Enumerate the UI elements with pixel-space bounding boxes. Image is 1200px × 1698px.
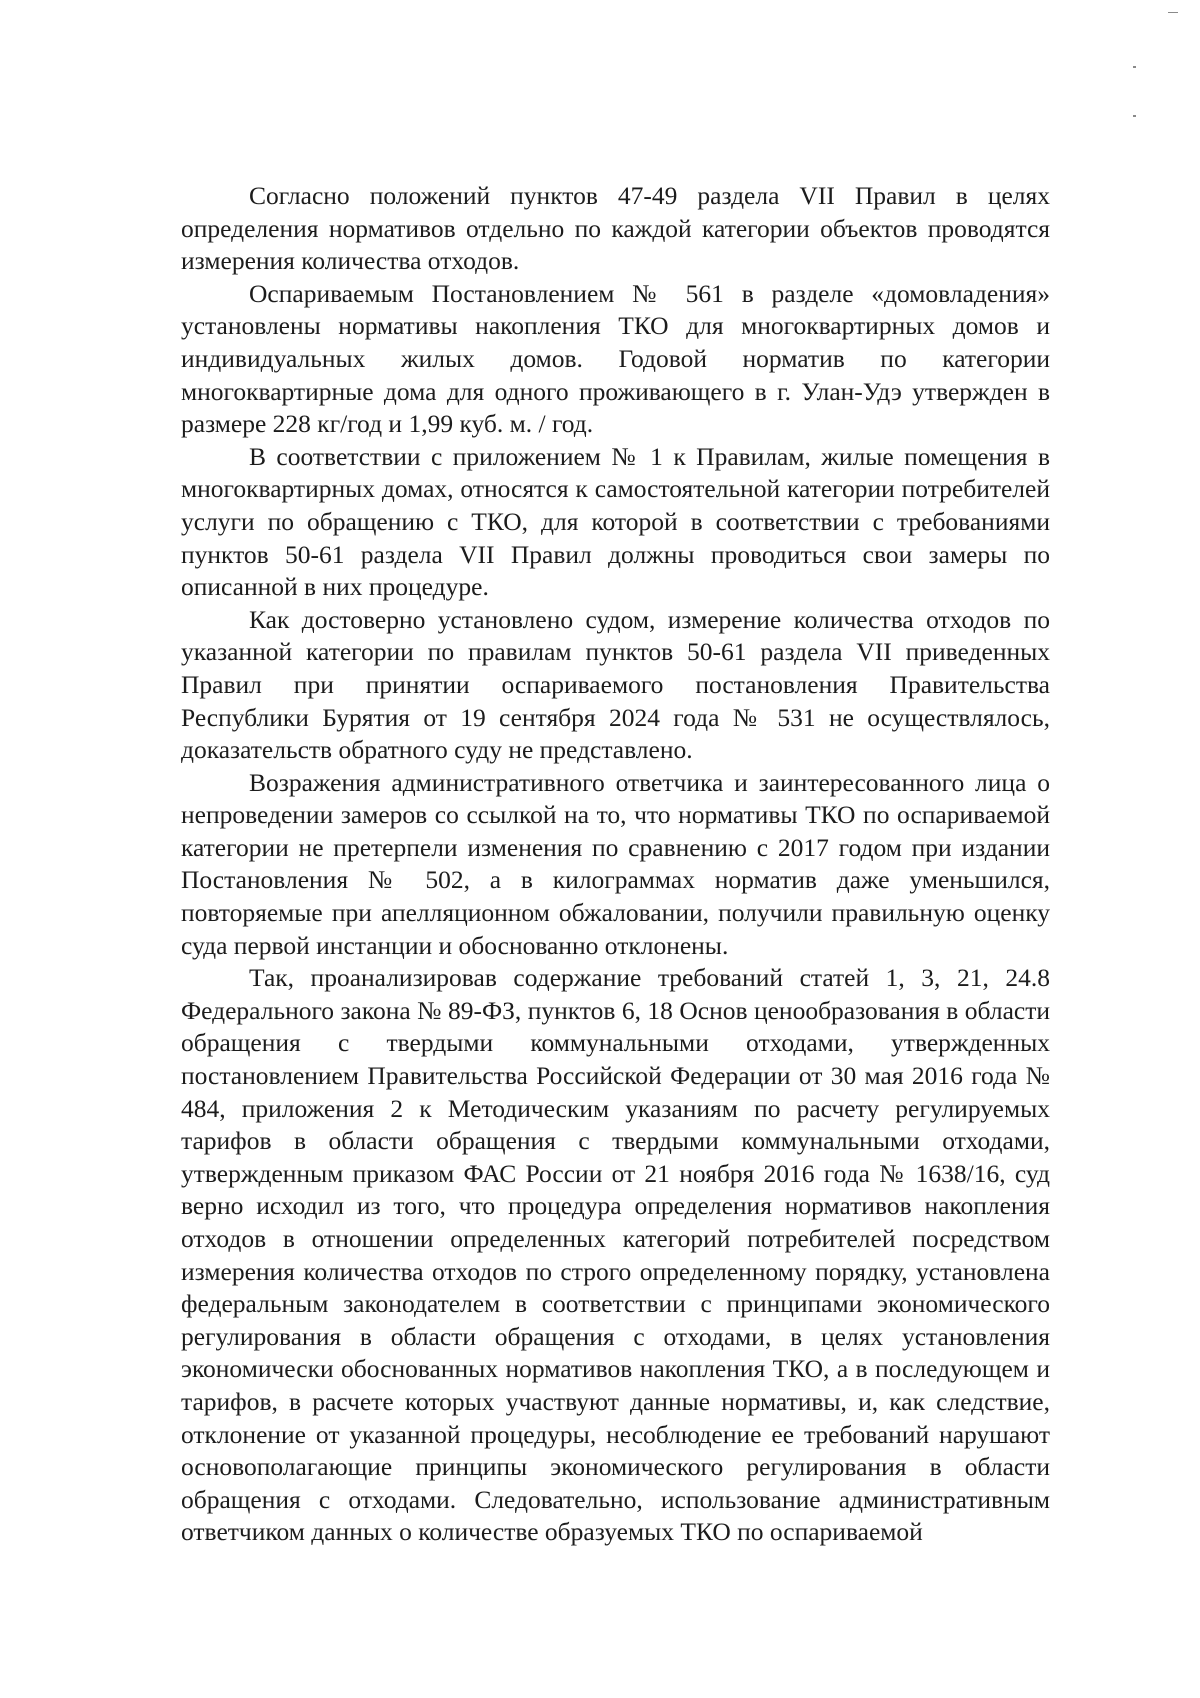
scan-artifact-mark [1133, 115, 1136, 117]
document-body [181, 180, 1050, 1549]
paragraph-court-findings: Как достоверно установлено судом, измерение количества отходов по указанной категории по правилам пунктов 50-61 раздела VII приведенных Правил при принятии оспариваемого постановления Правительства Республики Бурятия от 19 сентября 2024 года № 531 не осуществлялось, доказательств обратного суду не представлено. [181, 604, 1050, 765]
paragraph-analysis: Так, проанализировав содержание требований статей 1, 3, 21, 24.8 Федерального закона № 89-ФЗ, пунктов 6, 18 Основ ценообразования в области обращения с твердыми коммунальными отходами, утвержденных постановлением Правительства Российской Федерации от 30 мая 2016 года № 484, приложения 2 к Методическим указаниям по расчету регулируемых тарифов в области обращения с твердыми коммунальными отходами, утвержденным приказом ФАС России от 21 ноября 2016 года № 1638/16, суд верно исходил из того, что процедура определения нормативов накопления отходов в отношении определенных категорий потребителей посредством измерения количества отходов по строго определенному порядку, установлена федеральным законодателем в соответствии с принципами экономического регулирования в области обращения с отходами, в целях установления экономически обоснованных нормативов накопления ТКО, а в последующем и тарифов, в расчете которых участвуют данные нормативы, и, как следствие, отклонение от указанной процедуры, несоблюдение ее требований нарушают основополагающие принципы экономического регулирования в области обращения с отходами. Следовательно, использование административным ответчиком данных о количестве образуемых ТКО по оспариваемой [181, 963, 1050, 1547]
scan-artifact-mark [1168, 12, 1178, 13]
paragraph-objections: Возражения административного ответчика и заинтересованного лица о непроведении замеров со ссылкой на то, что нормативы ТКО по оспариваемой категории не претерпели изменения по сравнению с 2017 годом при издании Постановления № 502, а в килограммах норматив даже уменьшился, повторяемые при апелляционном обжаловании, получили правильную оценку суда первой инстанции и обоснованно отклонены. [181, 767, 1050, 960]
paragraph-measurements: Согласно положений пунктов 47-49 раздела VII Правил в целях определения нормативов отдельно по каждой категории объектов проводятся измерения количества отходов. [181, 181, 1050, 276]
paragraph-appendix-1: В соответствии с приложением № 1 к Правилам, жилые помещения в многоквартирных домах, относятся к самостоятельной категории потребителей услуги по обращению с ТКО, для которой в соответствии с требованиями пунктов 50-61 раздела VII Правил должны проводиться свои замеры по описанной в них процедуре. [181, 441, 1050, 602]
paragraph-resolution-561: Оспариваемым Постановлением № 561 в разделе «домовладения» установлены нормативы накопления ТКО для многоквартирных домов и индивидуальных жилых домов. Годовой норматив по категории многоквартирные дома для одного проживающего в г. Улан-Удэ утвержден в размере 228 кг/год и 1,99 куб. м. / год. [181, 278, 1050, 439]
scan-artifact-mark [1133, 66, 1136, 68]
